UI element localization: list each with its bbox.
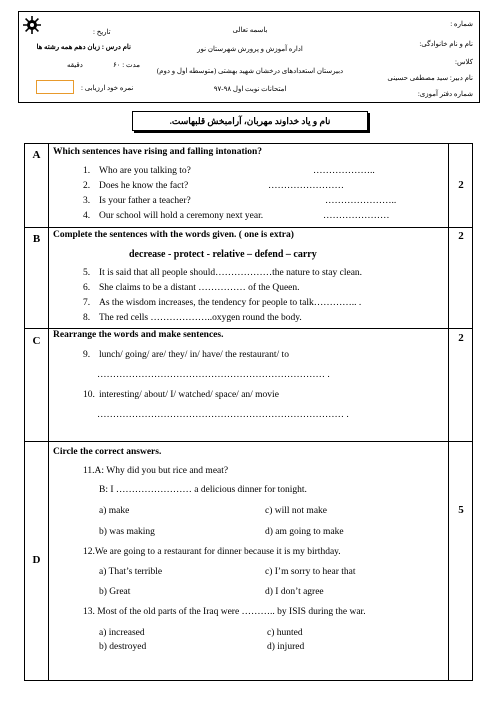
- row-divider-ab: [25, 227, 472, 228]
- question-11-option-c[interactable]: c) will not make: [265, 506, 327, 516]
- duration-label: مدت : ۶۰: [113, 61, 140, 69]
- question-11-prompt: 11.A: Why did you but rice and meat?: [83, 466, 229, 476]
- question-10-number: 10.: [83, 390, 95, 400]
- question-11-option-b[interactable]: b) was making: [99, 527, 155, 537]
- question-3-number: 3.: [83, 196, 91, 206]
- question-6-number: 6.: [83, 283, 91, 293]
- date-label: تاریخ :: [93, 28, 111, 36]
- question-8-number: 8.: [83, 313, 91, 323]
- question-2-number: 2.: [83, 181, 91, 191]
- section-b-letter: B: [32, 233, 41, 245]
- header-department: اداره آموزش و پرورش شهرستان نور: [197, 45, 303, 53]
- section-c-letter: C: [32, 335, 41, 347]
- question-11-response: B: I …………………… a delicious dinner for tonight.: [99, 485, 307, 495]
- question-12-option-c[interactable]: c) I’m sorry to hear that: [265, 567, 356, 577]
- teacher-label: نام دبیر: سید مصطفی حسینی: [387, 74, 473, 82]
- question-13-option-b[interactable]: b) destroyed: [99, 642, 147, 652]
- section-b-score: 2: [458, 230, 464, 242]
- name-label: نام و نام خانوادگی:: [419, 40, 473, 48]
- self-assessment-box[interactable]: [36, 80, 74, 94]
- section-c-score: 2: [458, 332, 464, 344]
- question-3-blank[interactable]: …………………..: [325, 196, 397, 206]
- number-label: شماره :: [450, 20, 473, 28]
- class-label: کلاس:: [455, 58, 473, 66]
- student-number-label: شماره دفتر آموزی:: [417, 90, 473, 98]
- question-1-text: Who are you talking to?: [99, 166, 191, 176]
- question-5-text[interactable]: It is said that all people should………………the nature to stay clean.: [99, 268, 363, 278]
- question-13-prompt: 13. Most of the old parts of the Iraq were ……….. by ISIS during the war.: [83, 607, 366, 617]
- question-3-text: Is your father a teacher?: [99, 196, 191, 206]
- question-12-option-d[interactable]: d) I don’t agree: [265, 587, 324, 597]
- question-2-blank[interactable]: ……………………: [268, 181, 344, 191]
- section-a-instruction: Which sentences have rising and falling intonation?: [53, 147, 263, 157]
- header-school: دبیرستان استعدادهای درخشان شهید بهشتی (متوسطه اول و دوم): [156, 67, 344, 75]
- question-10-text: interesting/ about/ I/ watched/ space/ an/ movie: [99, 390, 279, 400]
- emblem-icon: [22, 15, 42, 35]
- question-1-number: 1.: [83, 166, 91, 176]
- question-12-prompt: 12.We are going to a restaurant for dinner because it is my birthday.: [83, 547, 341, 557]
- column-divider-right: [448, 144, 449, 680]
- question-9-text: lunch/ going/ are/ they/ in/ have/ the restaurant/ to: [99, 350, 289, 360]
- question-5-number: 5.: [83, 268, 91, 278]
- row-divider-cd: [25, 441, 472, 442]
- question-13-option-a[interactable]: a) increased: [99, 628, 145, 638]
- row-divider-bc: [25, 328, 472, 329]
- question-table: [24, 143, 473, 681]
- question-13-option-d[interactable]: d) injured: [267, 642, 305, 652]
- question-12-option-b[interactable]: b) Great: [99, 587, 131, 597]
- question-7-number: 7.: [83, 298, 91, 308]
- motto-box: نام و یاد خداوند مهربان، آرامبخش قلبهاست.: [132, 111, 368, 131]
- duration-unit: دقیقه: [67, 61, 83, 69]
- header-bismillah: باسمه تعالی: [232, 26, 268, 34]
- word-bank: decrease - protect - relative – defend – carry: [129, 249, 317, 260]
- question-12-option-a[interactable]: a) That’s terrible: [99, 567, 163, 577]
- section-d-letter: D: [32, 554, 41, 566]
- question-4-blank[interactable]: …………………: [323, 211, 390, 221]
- exam-header: [18, 11, 480, 103]
- question-9-answer-line[interactable]: ……………………………………………………………… .: [97, 370, 330, 380]
- question-6-text[interactable]: She claims to be a distant …………… of the Queen.: [99, 283, 300, 293]
- section-a-letter: A: [32, 149, 41, 161]
- column-divider-left: [48, 144, 49, 680]
- question-4-number: 4.: [83, 211, 91, 221]
- section-c-instruction: Rearrange the words and make sentences.: [53, 330, 224, 340]
- question-1-blank[interactable]: ………………..: [313, 166, 375, 176]
- question-7-text[interactable]: As the wisdom increases, the tendency for people to talk………….. .: [99, 298, 362, 308]
- question-4-text: Our school will hold a ceremony next year.: [99, 211, 264, 221]
- question-13-option-c[interactable]: c) hunted: [267, 628, 303, 638]
- section-d-score: 5: [458, 504, 464, 516]
- section-a-score: 2: [458, 179, 464, 191]
- section-d-instruction: Circle the correct answers.: [53, 447, 162, 457]
- self-assessment-label: نمره خود ارزیابی :: [81, 84, 134, 92]
- section-b-instruction: Complete the sentences with the words given. ( one is extra): [53, 230, 294, 240]
- question-10-answer-line[interactable]: …………………………………………………………………… .: [97, 410, 349, 420]
- subject-label: نام درس : زبان دهم همه رشته ها: [36, 43, 131, 51]
- question-2-text: Does he know the fact?: [99, 181, 189, 191]
- question-9-number: 9.: [83, 350, 91, 360]
- question-11-option-a[interactable]: a) make: [99, 506, 130, 516]
- header-exam-term: امتحانات نوبت اول ۹۸-۹۷: [213, 85, 287, 93]
- question-11-option-d[interactable]: d) am going to make: [265, 527, 344, 537]
- question-8-text[interactable]: The red cells ………………..oxygen round the body.: [99, 313, 302, 323]
